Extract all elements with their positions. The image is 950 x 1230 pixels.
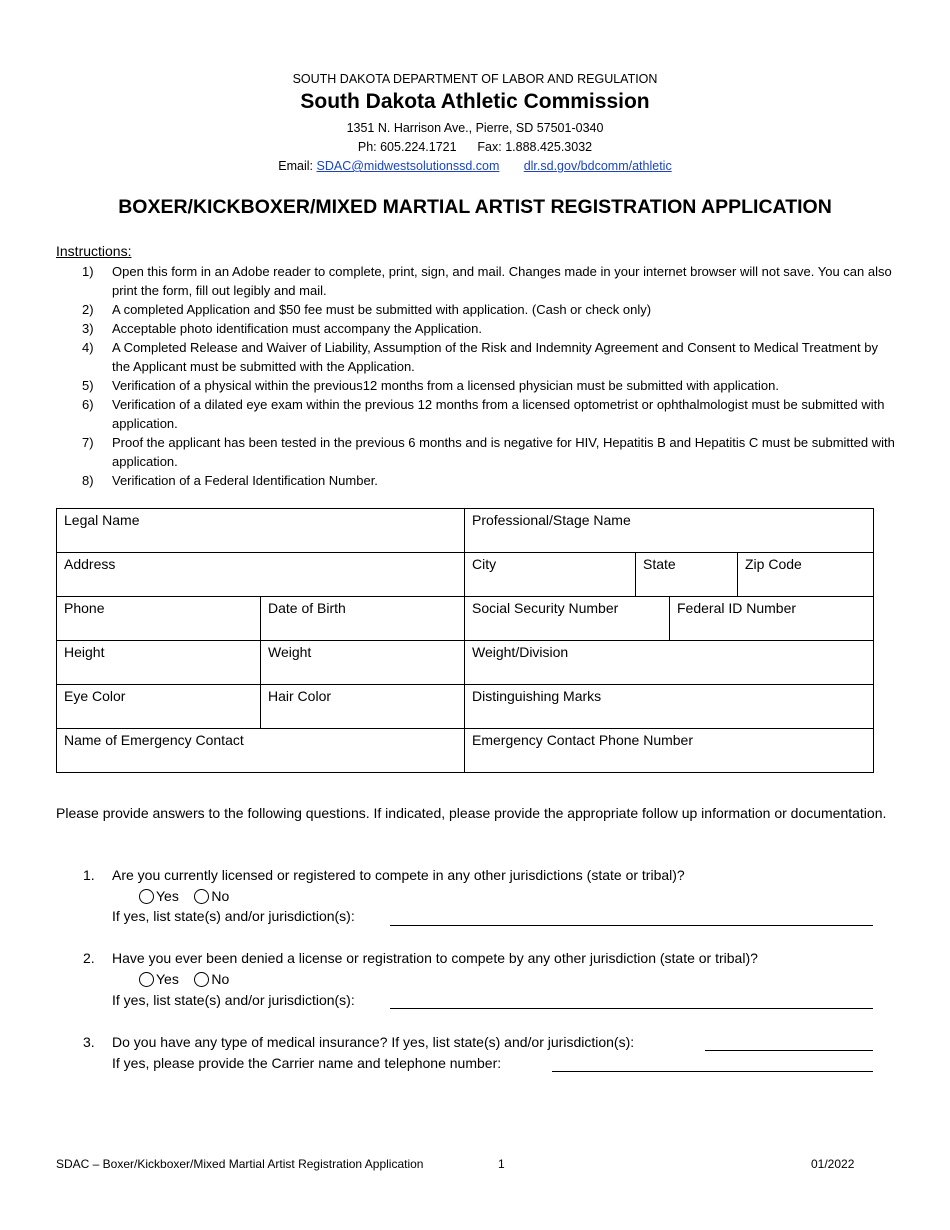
question-2-no-option[interactable]: No	[194, 971, 229, 987]
instruction-item: 1) Open this form in an Adobe reader to complete, print, sign, and mail. Changes made in your internet browser will not save. You can also print the form, fill out legibly and mail.	[82, 264, 892, 298]
question-number: 2.	[83, 950, 95, 966]
federal-id-field[interactable]	[670, 597, 873, 640]
question-2-yes-option[interactable]: Yes	[139, 971, 179, 987]
radio-icon[interactable]	[194, 889, 209, 904]
weight-division-field[interactable]	[465, 641, 874, 685]
eye-color-label: Eye Color	[64, 688, 126, 704]
fax-number: Fax: 1.888.425.3032	[477, 140, 593, 154]
ssn-field[interactable]	[465, 597, 670, 640]
question-3-text: Do you have any type of medical insurance? If yes, list state(s) and/or jurisdiction(s):	[112, 1034, 635, 1050]
emergency-phone-label: Emergency Contact Phone Number	[472, 732, 693, 748]
weight-label: Weight	[268, 644, 312, 660]
height-field[interactable]	[57, 641, 261, 685]
dob-field[interactable]	[261, 597, 465, 641]
weight-division-label: Weight/Division	[472, 644, 569, 660]
instructions-heading: Instructions:	[56, 243, 132, 259]
question-2-text: Have you ever been denied a license or registration to compete by any other jurisdiction (state or tribal)?	[112, 950, 758, 966]
emergency-contact-label: Name of Emergency Contact	[64, 732, 244, 748]
distinguishing-marks-label: Distinguishing Marks	[472, 688, 602, 704]
hair-color-label: Hair Color	[268, 688, 332, 704]
address-label: Address	[64, 556, 116, 572]
distinguishing-marks-field[interactable]	[465, 685, 874, 729]
state-field[interactable]	[636, 553, 738, 596]
commission-phone-fax	[0, 140, 950, 154]
stage-name-label: Professional/Stage Name	[472, 512, 631, 528]
instruction-item: 5) Verification of a physical within the previous12 months from a licensed physician must be submitted with application.	[82, 378, 779, 393]
question-3-followup-input[interactable]	[552, 1056, 873, 1072]
stage-name-field[interactable]	[465, 509, 874, 553]
commission-address: 1351 N. Harrison Ave., Pierre, SD 57501-0340	[346, 121, 604, 135]
instruction-item: 3) Acceptable photo identification must accompany the Application.	[82, 321, 483, 336]
instruction-item: 7) Proof the applicant has been tested in the previous 6 months and is negative for HIV, Hepatitis B and Hepatitis C must be submitted with application.	[82, 435, 895, 469]
radio-icon[interactable]	[194, 972, 209, 987]
weight-field[interactable]	[261, 641, 465, 685]
question-3-answer-input[interactable]	[705, 1035, 873, 1051]
address-field[interactable]	[57, 553, 465, 597]
hair-color-field[interactable]	[261, 685, 465, 729]
instruction-item: 8) Verification of a Federal Identification Number.	[82, 473, 378, 488]
city-label: City	[472, 556, 497, 572]
instructions-list	[56, 262, 896, 490]
phone-label: Phone	[64, 600, 105, 616]
applicant-info-table	[56, 508, 874, 773]
question-1-options	[139, 888, 229, 904]
instruction-item: 2) A completed Application and $50 fee must be submitted with application. (Cash or check only)	[82, 302, 652, 317]
phone-field[interactable]	[57, 597, 261, 641]
state-label: State	[643, 556, 676, 572]
question-number: 3.	[83, 1034, 95, 1050]
question-2-options	[139, 971, 229, 987]
question-1-text: Are you currently licensed or registered to compete in any other jurisdictions (state or tribal)?	[112, 867, 685, 883]
zip-field[interactable]	[738, 553, 873, 596]
website-link[interactable]: dlr.sd.gov/bdcomm/athletic	[523, 159, 672, 173]
instruction-item: 4) A Completed Release and Waiver of Liability, Assumption of the Risk and Indemnity Agreement and Consent to Medical Treatment by the Applicant must be submitted with the Application.	[82, 340, 878, 374]
city-field[interactable]	[465, 553, 636, 596]
commission-name: South Dakota Athletic Commission	[300, 90, 650, 113]
legal-name-field[interactable]	[57, 509, 465, 553]
legal-name-label: Legal Name	[64, 512, 140, 528]
instruction-item: 6) Verification of a dilated eye exam within the previous 12 months from a licensed optometrist or ophthalmologist must be submitted with application.	[82, 397, 885, 431]
footer-form-name: SDAC – Boxer/Kickboxer/Mixed Martial Artist Registration Application	[56, 1157, 424, 1171]
form-title: BOXER/KICKBOXER/MIXED MARTIAL ARTIST REGISTRATION APPLICATION	[118, 196, 832, 218]
email-link[interactable]: SDAC@midwestsolutionssd.com	[316, 159, 500, 173]
question-2-followup-label: If yes, list state(s) and/or jurisdiction(s):	[112, 992, 355, 1008]
dob-label: Date of Birth	[268, 600, 346, 616]
email-label: Email:	[278, 159, 314, 173]
question-1-followup-label: If yes, list state(s) and/or jurisdiction(s):	[112, 908, 355, 924]
footer-date: 01/2022	[811, 1157, 855, 1171]
federal-id-label: Federal ID Number	[677, 600, 797, 616]
radio-icon[interactable]	[139, 889, 154, 904]
question-1-followup-input[interactable]	[390, 910, 873, 926]
zip-label: Zip Code	[745, 556, 802, 572]
contact-links	[0, 159, 950, 173]
question-1-yes-option[interactable]: Yes	[139, 888, 179, 904]
ssn-label: Social Security Number	[472, 600, 619, 616]
footer-page-number: 1	[498, 1157, 505, 1171]
question-number: 1.	[83, 867, 95, 883]
questions-intro: Please provide answers to the following questions. If indicated, please provide the appropriate follow up information or documentation.	[56, 805, 887, 821]
question-3-followup-label: If yes, please provide the Carrier name and telephone number:	[112, 1055, 502, 1071]
radio-icon[interactable]	[139, 972, 154, 987]
question-2-followup-input[interactable]	[390, 993, 873, 1009]
emergency-phone-field[interactable]	[465, 729, 874, 773]
department-name: SOUTH DAKOTA DEPARTMENT OF LABOR AND REGULATION	[292, 72, 658, 86]
question-1-no-option[interactable]: No	[194, 888, 229, 904]
eye-color-field[interactable]	[57, 685, 261, 729]
height-label: Height	[64, 644, 105, 660]
emergency-contact-field[interactable]	[57, 729, 465, 773]
phone-number: Ph: 605.224.1721	[357, 140, 457, 154]
